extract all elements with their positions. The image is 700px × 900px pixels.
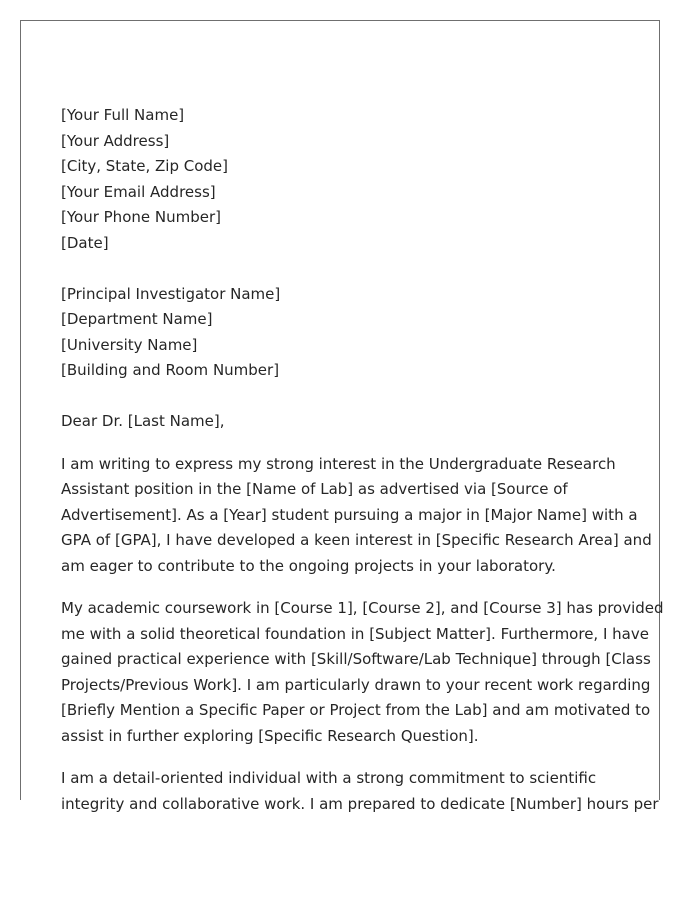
sender-phone: [Your Phone Number] <box>61 208 221 226</box>
spacer <box>61 256 621 282</box>
salutation: Dear Dr. [Last Name], <box>61 412 225 430</box>
letter-page <box>20 20 664 813</box>
sender-email: [Your Email Address] <box>61 182 216 201</box>
paragraph-line: My academic coursework in [Course 1], [Course 2], and [Course 3] has provided <box>61 599 664 617</box>
paragraph-line: I am writing to express my strong interest in the Undergraduate Research <box>61 454 616 473</box>
sender-city-state-zip: [City, State, Zip Code] <box>61 157 229 175</box>
body-paragraph-1 <box>61 452 652 580</box>
paragraph-line: integrity and collaborative work. I am prepared to dedicate [Number] hours per <box>61 794 659 813</box>
paragraph-line: am eager to contribute to the ongoing projects in your laboratory. <box>61 556 556 575</box>
paragraph-line: assist in further exploring [Specific Research Question]. <box>61 726 479 745</box>
recipient-building-room: [Building and Room Number] <box>61 361 280 379</box>
sender-address-block <box>61 103 621 256</box>
body-paragraph-3 <box>61 766 659 817</box>
paragraph-line: Projects/Previous Work]. I am particularly drawn to your recent work regarding <box>61 675 651 694</box>
paragraph-line: me with a solid theoretical foundation in [Subject Matter]. Furthermore, I have <box>61 624 649 643</box>
recipient-university: [University Name] <box>61 335 198 354</box>
paragraph-line: GPA of [GPA], I have developed a keen interest in [Specific Research Area] and <box>61 531 652 549</box>
sender-address: [Your Address] <box>61 131 170 150</box>
recipient-address-block <box>61 282 621 384</box>
recipient-name: [Principal Investigator Name] <box>61 284 281 303</box>
body-paragraph-2 <box>61 596 664 749</box>
letter-content <box>61 103 664 834</box>
recipient-department: [Department Name] <box>61 310 213 328</box>
paragraph-line: Advertisement]. As a [Year] student pursuing a major in [Major Name] with a <box>61 505 638 524</box>
paragraph-line: I am a detail-oriented individual with a strong commitment to scientific <box>61 769 597 787</box>
paragraph-line: [Briefly Mention a Specific Paper or Project from the Lab] and am motivated to <box>61 701 651 719</box>
letter-date: [Date] <box>61 233 109 252</box>
sender-name: [Your Full Name] <box>61 106 185 124</box>
spacer <box>61 384 621 410</box>
paragraph-line: Assistant position in the [Name of Lab] as advertised via [Source of <box>61 480 568 498</box>
paragraph-line: gained practical experience with [Skill/Software/Lab Technique] through [Class <box>61 650 651 668</box>
